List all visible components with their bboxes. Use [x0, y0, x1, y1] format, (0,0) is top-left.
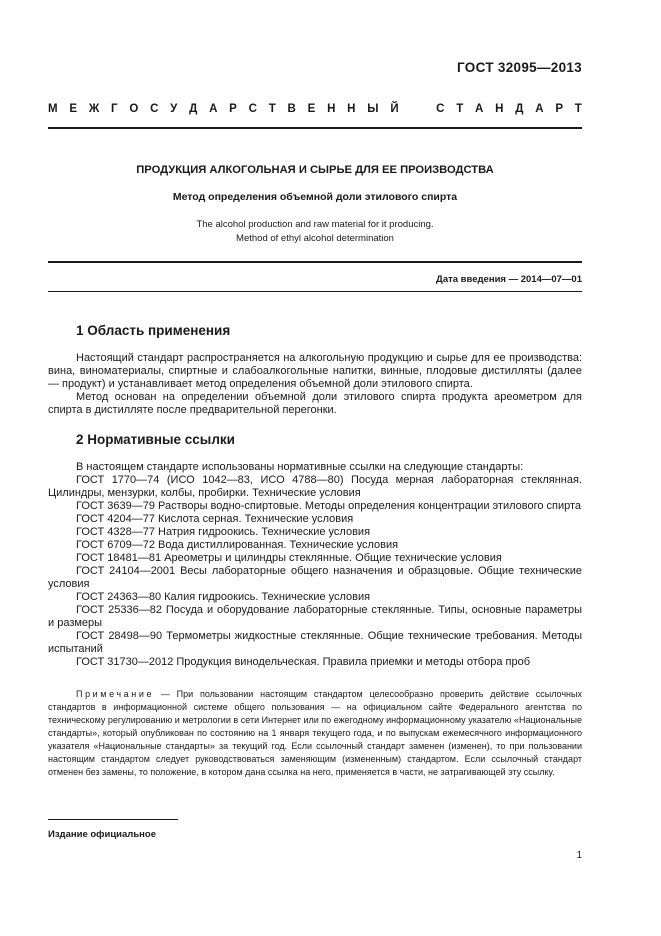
interstate-standard-banner	[48, 103, 582, 115]
reference-item: ГОСТ 4328—77 Натрия гидроокись. Технические условия	[76, 526, 371, 538]
note	[48, 688, 582, 779]
banner-letter: Р	[229, 103, 237, 115]
reference-item: ГОСТ 4204—77 Кислота серная. Технические условия	[76, 513, 354, 525]
banner-gap	[410, 103, 424, 115]
note-text: — При пользовании настоящим стандартом целесообразно проверить действие ссылочных стандартов в информационной системе общего пользования — на официальном сайте Федерального агентства по техническому регулированию и метрологии в сети Интернет или по ежегодному информационному указателю «Национальные стандарты», который опубликован по состоянию на 1 января текущего года, и по выпускам ежемесячного информационного указателя «Национальные стандарты» за текущий год. Если ссылочный стандарт заменен (изменен), то при пользовании настоящим стандартом следует руководствоваться заменяющим (измененным) стандартом. Если ссылочный стандарт отменен без замены, то положение, в котором дана ссылка на него, применяется в части, не затрагивающей эту ссылку.	[48, 689, 582, 777]
banner-letter: М	[48, 103, 58, 115]
top-rule	[48, 127, 582, 129]
reference-item: ГОСТ 24104—2001 Весы лабораторные общего назначения и образцовые. Общие технические условия	[48, 565, 582, 590]
banner-letter: А	[475, 103, 484, 115]
banner-letter: Т	[456, 103, 464, 115]
introduction-date: Дата введения — 2014—07—01	[436, 274, 582, 285]
banner-letter: А	[209, 103, 218, 115]
reference-item: ГОСТ 3639—79 Растворы водно-спиртовые. Методы определения концентрации этилового спирта	[76, 500, 582, 512]
footer-rule	[48, 819, 178, 820]
banner-letter: Т	[574, 103, 582, 115]
note-label: Примечание	[76, 689, 155, 699]
banner-letter: Ж	[88, 103, 100, 115]
english-title-line-1: The alcohol production and raw material for it producing.	[196, 219, 434, 230]
banner-letter: Й	[390, 103, 399, 115]
section-1-body	[48, 352, 582, 417]
standard-subtitle: Метод определения объемной доли этилового спирта	[172, 191, 458, 203]
banner-letter: Т	[268, 103, 276, 115]
banner-letter: Ы	[367, 103, 379, 115]
section-1-paragraph: Метод основан на определении объемной доли этилового спирта продукта ареометром для спирта в дистилляте после предварительной перегонки.	[48, 391, 582, 416]
banner-letter: Н	[347, 103, 356, 115]
banner-letter: Н	[327, 103, 336, 115]
date-rule	[48, 291, 582, 292]
reference-item: ГОСТ 6709—72 Вода дистиллированная. Технические условия	[76, 539, 399, 551]
banner-letter: С	[248, 103, 257, 115]
banner-letter: Р	[555, 103, 563, 115]
section-2-heading: 2 Нормативные ссылки	[76, 432, 235, 447]
official-edition-label: Издание официальное	[48, 829, 156, 840]
banner-letter: Д	[515, 103, 524, 115]
standard-title: ПРОДУКЦИЯ АЛКОГОЛЬНАЯ И СЫРЬЕ ДЛЯ ЕЕ ПРОИЗВОДСТВА	[136, 164, 494, 176]
page-number: 1	[576, 850, 582, 861]
english-title-line-2: Method of ethyl alcohol determination	[236, 233, 394, 244]
banner-letter: В	[287, 103, 296, 115]
reference-item: ГОСТ 1770—74 (ИСО 1042—83, ИСО 4788—80) Посуда мерная лабораторная стеклянная. Цилиндры, мензурки, колбы, пробирки. Технические условия	[48, 474, 582, 499]
reference-item: ГОСТ 24363—80 Калия гидроокись. Технические условия	[76, 591, 371, 603]
banner-letter: Д	[189, 103, 198, 115]
title-rule	[48, 261, 582, 263]
banner-letter: А	[535, 103, 544, 115]
banner-letter: Е	[307, 103, 316, 115]
reference-item: ГОСТ 28498—90 Термометры жидкостные стеклянные. Общие технические требования. Методы испытаний	[48, 630, 582, 655]
section-1-paragraph: Настоящий стандарт распространяется на алкогольную продукцию и сырье для ее производства: вина, виноматериалы, спиртные и слабоалкогольные напитки, винные, плодовые дистилляты (далее — продукт) и устанавливает метод определения объемной доли этилового спирта.	[48, 352, 582, 390]
banner-letter: Е	[69, 103, 78, 115]
references-intro: В настоящем стандарте использованы нормативные ссылки на следующие стандарты:	[76, 461, 524, 473]
reference-item: ГОСТ 25336—82 Посуда и оборудование лабораторные стеклянные. Типы, основные параметры и размеры	[48, 604, 582, 629]
banner-letter: Г	[111, 103, 118, 115]
banner-letter: О	[129, 103, 139, 115]
reference-item: ГОСТ 18481—81 Ареометры и цилиндры стеклянные. Общие технические условия	[76, 552, 502, 564]
reference-item: ГОСТ 31730—2012 Продукция винодельческая. Правила приемки и методы отбора проб	[76, 656, 531, 668]
banner-letter: С	[150, 103, 159, 115]
banner-letter: Н	[495, 103, 504, 115]
section-2-body	[48, 461, 582, 669]
document-number: ГОСТ 32095—2013	[457, 60, 582, 75]
section-1-heading: 1 Область применения	[76, 323, 231, 338]
banner-letter: У	[170, 103, 178, 115]
banner-letter: С	[436, 103, 445, 115]
